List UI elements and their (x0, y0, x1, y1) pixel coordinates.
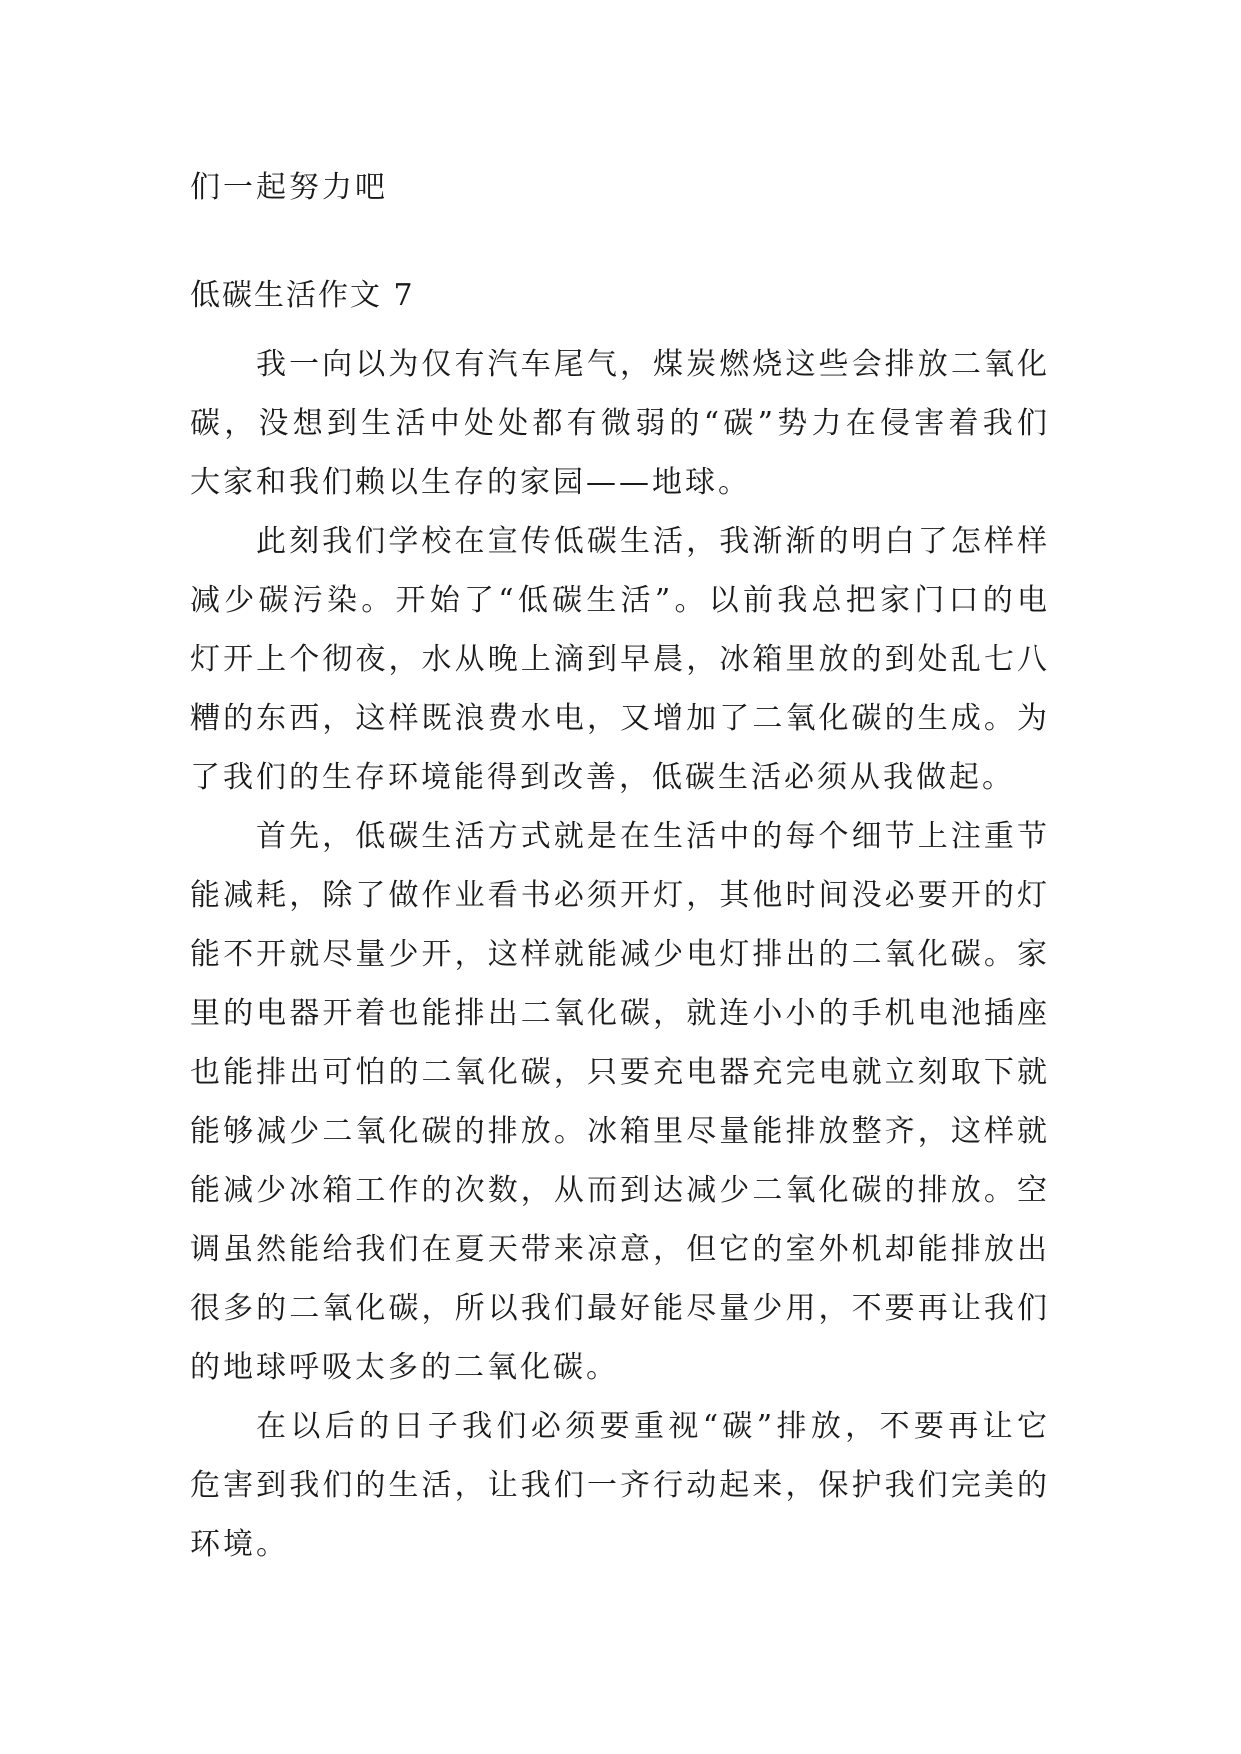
essay-body (190, 335, 1050, 1574)
carry-over-line: 们一起努力吧 (190, 170, 388, 205)
paragraph-1: 我一向以为仅有汽车尾气，煤炭燃烧这些会排放二氧化碳，没想到生活中处处都有微弱的“碳”势力在侵害着我们大家和我们赖以生存的家园——地球。 (190, 347, 1050, 500)
paragraph-3: 首先，低碳生活方式就是在生活中的每个细节上注重节能减耗，除了做作业看书必须开灯，其他时间没必要开的灯能不开就尽量少开，这样就能减少电灯排出的二氧化碳。家里的电器开着也能排出二氧化碳，就连小小的手机电池插座也能排出可怕的二氧化碳，只要充电器充完电就立刻取下就能够减少二氧化碳的排放。冰箱里尽量能排放整齐，这样就能减少冰箱工作的次数，从而到达减少二氧化碳的排放。空调虽然能给我们在夏天带来凉意，但它的室外机却能排放出很多的二氧化碳，所以我们最好能尽量少用，不要再让我们的地球呼吸太多的二氧化碳。 (190, 819, 1050, 1385)
paragraph-4: 在以后的日子我们必须要重视“碳”排放，不要再让它危害到我们的生活，让我们一齐行动起来，保护我们完美的环境。 (190, 1409, 1050, 1562)
section-title: 低碳生活作文 7 (190, 278, 415, 313)
paragraph-2: 此刻我们学校在宣传低碳生活，我渐渐的明白了怎样样减少碳污染。开始了“低碳生活”。以前我总把家门口的电灯开上个彻夜，水从晚上滴到早晨，冰箱里放的到处乱七八糟的东西，这样既浪费水电，又增加了二氧化碳的生成。为了我们的生存环境能得到改善，低碳生活必须从我做起。 (190, 524, 1050, 795)
